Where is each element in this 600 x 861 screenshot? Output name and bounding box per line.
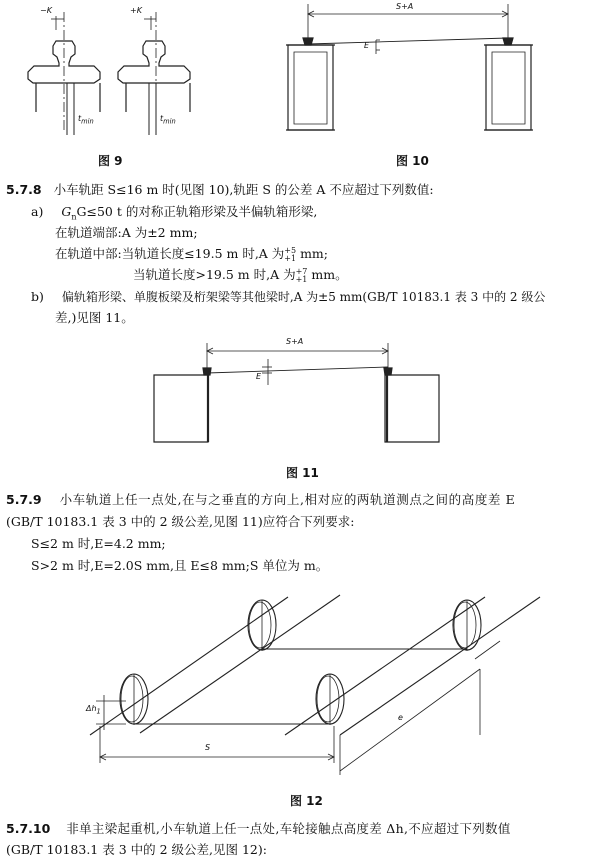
fig12-label-delta-h: $\Delta h_1$ — [86, 704, 101, 716]
section-text: 小车轨道上任一点处,在与之垂直的方向上,相对应的两轨道测点之间的高度差 E — [59, 492, 516, 507]
item-b-text: 偏轨箱形梁、单腹板梁及桁架梁等其他梁时,A 为±5 mm(GB/T 10183.1 表 3 中的 2 级公 — [61, 290, 546, 304]
fig11-label-s-plus-a: S+A — [286, 337, 304, 346]
section-5-7-9-line2: S>2 m 时,E=2.0S mm,且 E≤8 mm;S 单位为 m。 — [31, 558, 329, 573]
section-5-7-9-line1: S≤2 m 时,E=4.2 mm; — [31, 536, 166, 551]
item-a-text: $G_nG\le 50$ t 的对称正轨箱形梁及半偏轨箱形梁, — [61, 204, 318, 222]
section-text: 小车轨距 S≤16 m 时(见图 10),轨距 S 的公差 A 不应超过下列数值: — [53, 182, 434, 197]
figure-11-drawing — [0, 335, 600, 465]
section-text: 非单主梁起重机,小车轨道上任一点处,车轮接触点高度差 Δh,不应超过下列数值 — [66, 821, 511, 836]
section-number: 5.7.10 — [6, 821, 51, 836]
item-a-marker: a) — [31, 204, 44, 219]
fig9-label-minus-k: −K — [40, 6, 52, 15]
item-b-text-cont: 差,)见图 11。 — [55, 310, 134, 325]
section-5-7-9-text-cont: (GB/T 10183.1 表 3 中的 2 级公差,见图 11)应符合下列要求: — [6, 514, 355, 529]
section-5-7-8-heading — [6, 181, 434, 199]
item-a — [31, 203, 317, 227]
fig12-label-e: e — [398, 713, 403, 722]
fig12-label-s: S — [205, 743, 211, 752]
fig10-caption: 图 10 — [396, 154, 429, 168]
section-number: 5.7.8 — [6, 182, 42, 197]
fig12-caption: 图 12 — [290, 794, 323, 808]
fig9-label-plus-k: +K — [130, 6, 142, 15]
section-5-7-10-heading — [6, 820, 511, 838]
item-a-line-mid: 在轨道中部:当轨道长度≤19.5 m 时,A 为 +5 +1 mm; — [55, 245, 328, 263]
fig10-label-s-plus-a: S+A — [396, 2, 414, 11]
item-b — [31, 288, 545, 306]
fig9-tmin-left: $t_{min}$ — [78, 114, 94, 126]
fig9-caption: 图 9 — [98, 154, 123, 168]
fig11-label-e: E — [256, 372, 262, 381]
fig9-tmin-right: $t_{min}$ — [160, 114, 176, 126]
section-5-7-10-text-cont: (GB/T 10183.1 表 3 中的 2 级公差,见图 12): — [6, 842, 267, 857]
figure-10-drawing — [0, 0, 600, 160]
section-5-7-9-heading — [6, 491, 515, 509]
fig10-label-e: E — [364, 41, 370, 50]
item-b-marker: b) — [31, 289, 44, 304]
item-a-line-long: 当轨道长度>19.5 m 时,A 为 +7 +1 mm。 — [133, 266, 348, 284]
item-a-line-end: 在轨道端部:A 为±2 mm; — [55, 225, 198, 240]
figure-12-drawing — [0, 585, 600, 805]
fig11-caption: 图 11 — [286, 466, 319, 480]
section-number: 5.7.9 — [6, 492, 42, 507]
